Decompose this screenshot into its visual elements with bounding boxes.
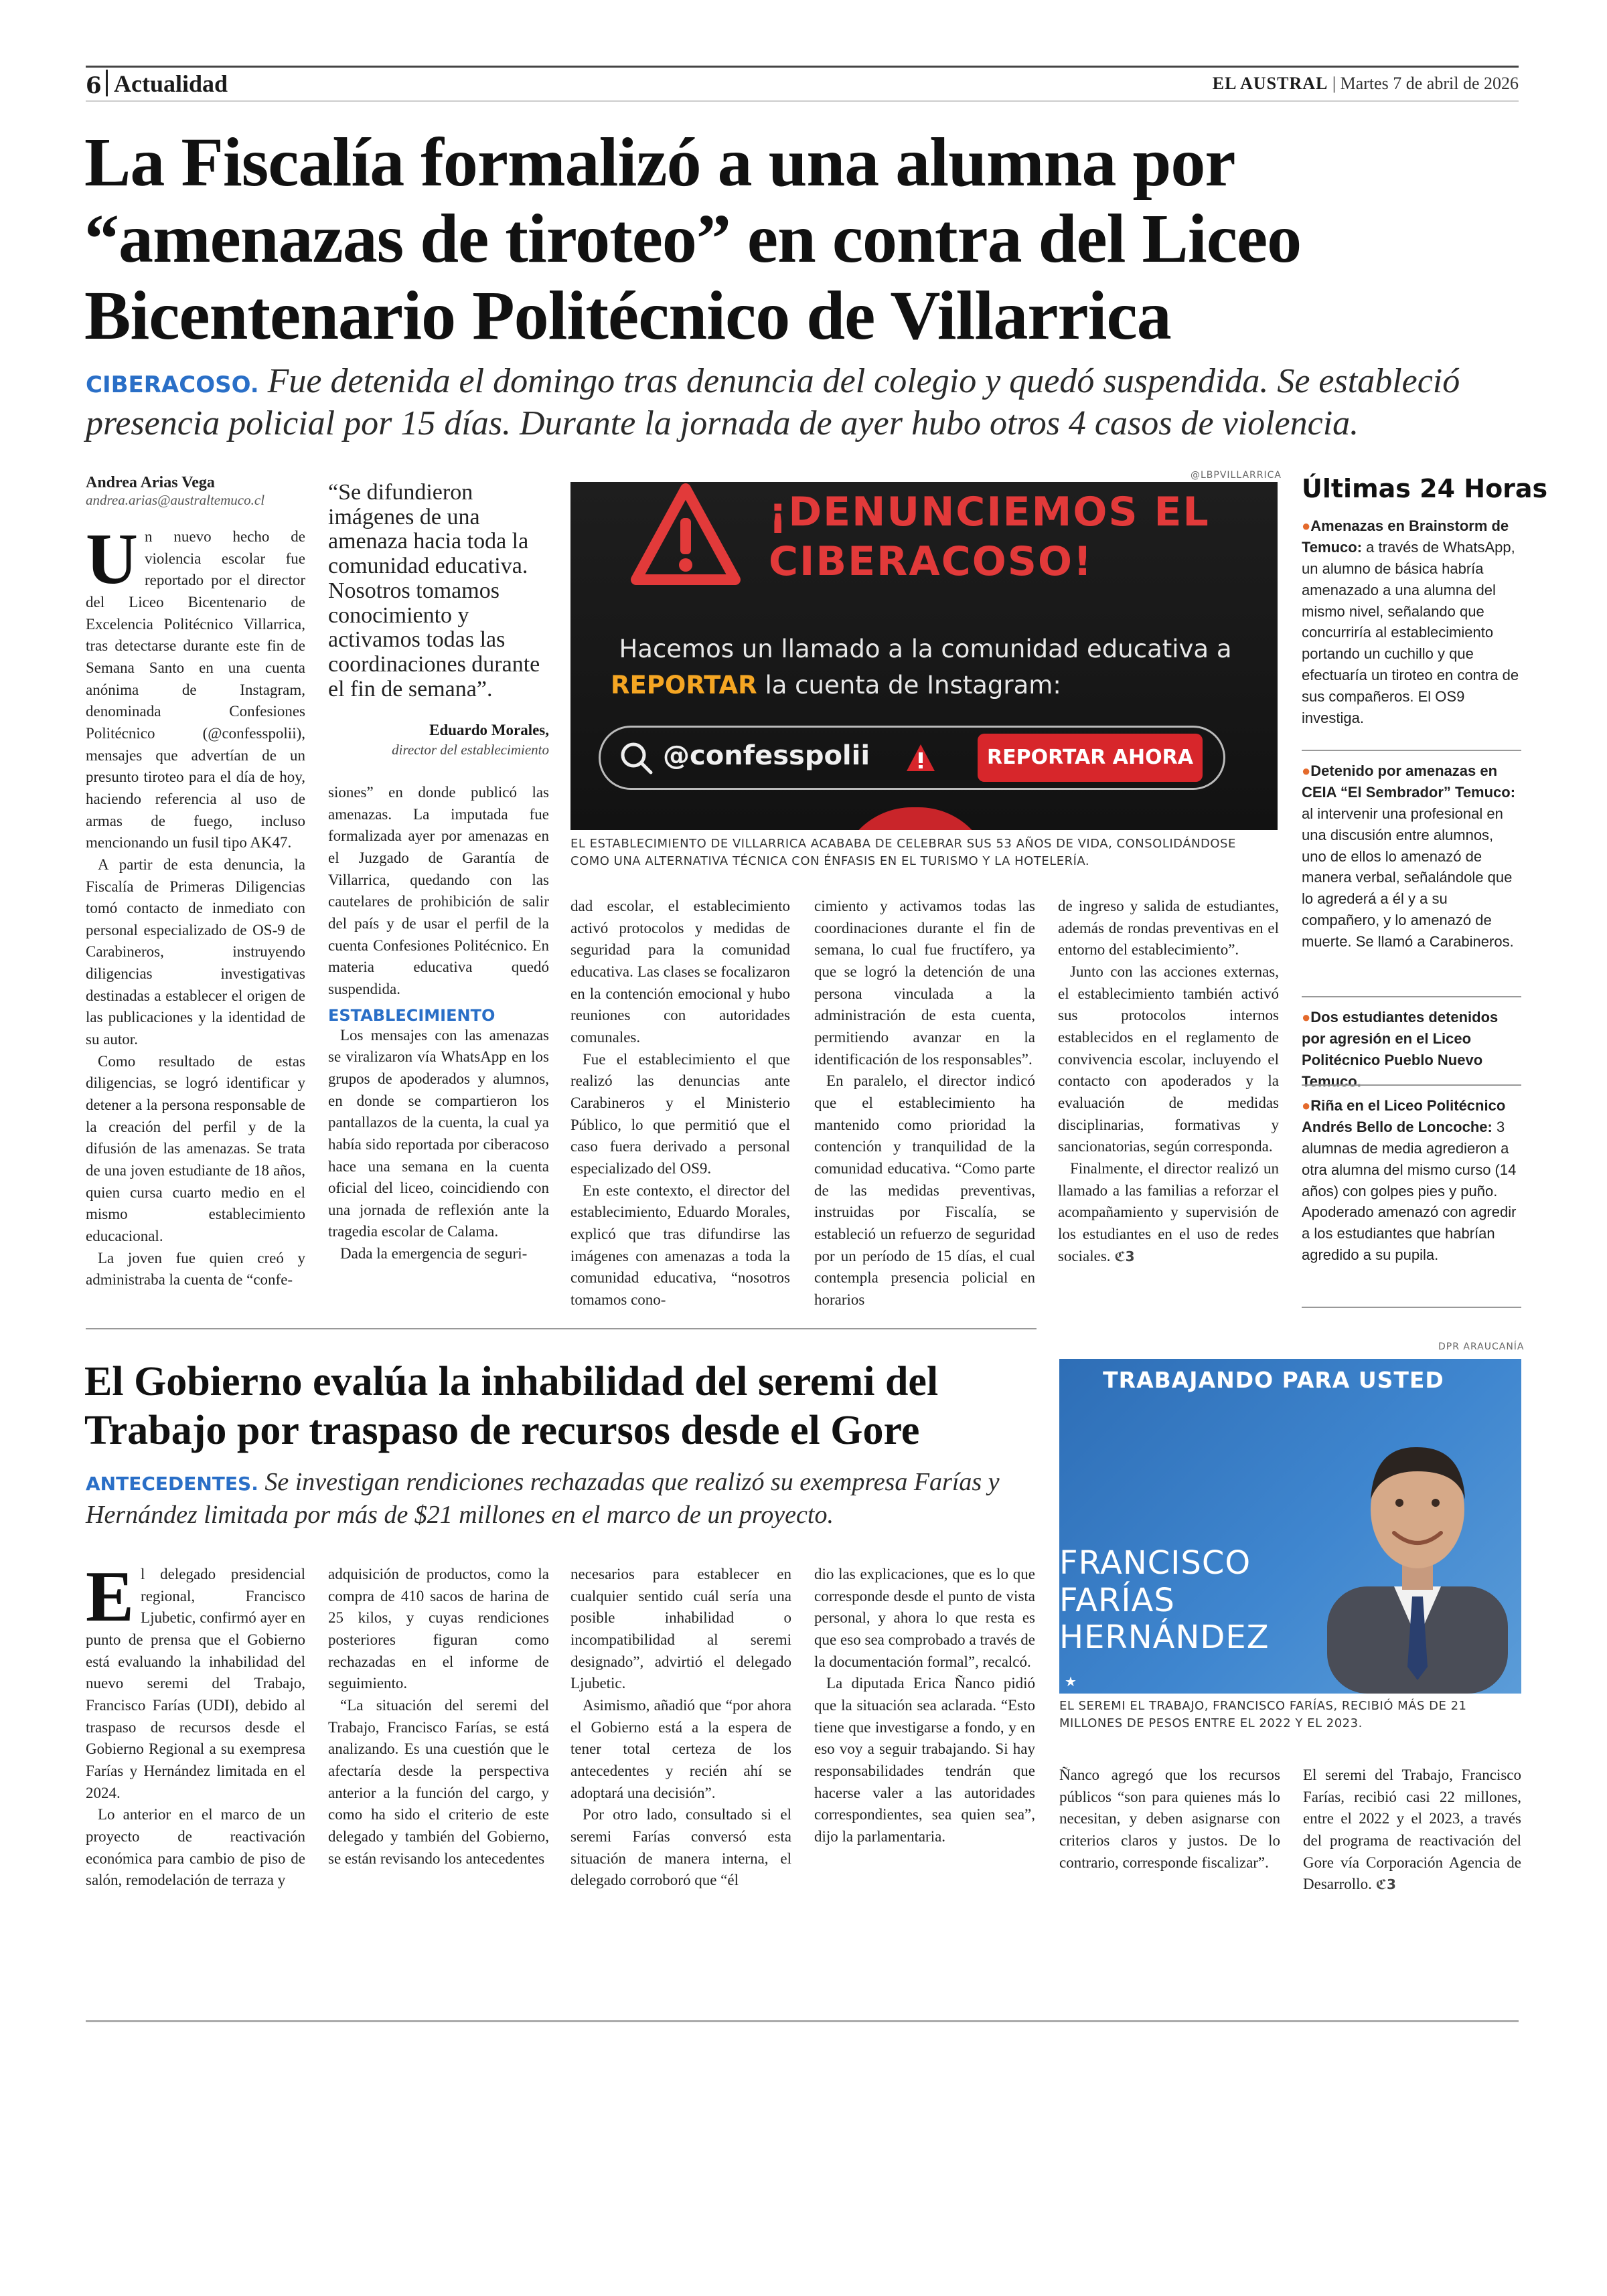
bullet-icon: ● [1302,762,1311,779]
page-number: 6 [86,72,102,99]
search-icon [619,740,654,775]
sidebar-title: Últimas 24 Horas [1302,474,1548,503]
star-icon: ★ [1065,1673,1077,1690]
banner-line-4-rest: la cuenta de Instagram: [765,671,1061,700]
story1-column-5 [1058,896,1279,1267]
paragraph-text: n nuevo hecho de violencia escolar fue reportado por el director del Liceo Bicentenario de Excelencia Politécnico Villarrica, tras detectarse durante este fin de Semana Santo en una cuenta anónima de Instagram, denominada Confesiones Politécnico (@confesspolii), mensajes que advertían de un presunto tiroteo para el día de hoy, haciendo referencia al uso de armas de fuego, incluso mencionando un fusil tipo AK47. [86,528,305,851]
pull-quote: “Se difundieron imágenes de una amenaza hacia toda la comunidad educativa. Nosotros tomamos conocimiento y activamos todas las coordinaciones durante el fin de semana”. [328,480,540,702]
story2-column-2 [328,1564,549,1870]
header-masthead [1213,74,1519,94]
story2-deck-text: Se investigan rendiciones rechazadas que realizó su exempresa Farías y Hernández limitada por más de $21 millones en el marco de un proyecto. [86,1468,1000,1530]
paragraph-text: Finalmente, el director realizó un llamado a las familias a reforzar el acompañamiento y supervisión de los estudiantes en el uso de redes sociales. [1058,1159,1279,1264]
paragraph: A partir de esta denuncia, la Fiscalía de Primeras Diligencias tomó contacto de inmediato con personal especializado de OS-9 de Carabineros, instruyendo diligencias investigativas destinadas a establecer el origen de las publicaciones y la identidad de su autor. [86,855,305,1048]
photo-name-line: FRANCISCO [1059,1544,1251,1582]
header-bottom-rule [86,100,1519,102]
sidebar-item-lead: Riña en el Liceo Politécnico Andrés Bello de Loncoche: [1302,1097,1506,1135]
paragraph [86,1557,305,1804]
sidebar-item-lead: Amenazas en Brainstorm de Temuco: [1302,517,1509,556]
paragraph: Fue el establecimiento el que realizó las denuncias ante Carabineros y el Ministerio Público, lo que permitió que el caso fuera derivado a personal especializado del OS9. [570,1050,790,1177]
quote-author: Eduardo Morales, [429,722,549,738]
story1-column-1 [86,474,305,1291]
newspaper-name: EL AUSTRAL [1212,74,1328,93]
drop-cap: E [86,1557,135,1637]
ciberacoso-banner-image [570,482,1278,830]
story1-column-4 [814,896,1035,1311]
banner-line-2: CIBERACOSO! [769,538,1093,585]
banner-red-arc [838,807,992,830]
story2-column-3 [570,1564,791,1892]
sidebar-item-lead: Dos estudiantes detenidos por agresión en el Liceo Politécnico Pueblo Nuevo Temuco. [1302,1009,1499,1090]
photo-name-line: HERNÁNDEZ [1059,1619,1270,1657]
paragraph: dio las explicaciones, que es lo que corresponde desde el punto de vista personal, y ahora lo que resta es que eso sea comprobado a través de la documentación formal”, recalcó. [814,1566,1035,1670]
story2-column-6 [1303,1765,1521,1896]
paragraph: Ñanco agregó que los recursos públicos “son para quienes más lo necesitan, y deben asignarse con criterios claros y justos. De lo contrario, corresponde fiscalizar”. [1059,1767,1280,1871]
sidebar-item-text: a través de WhatsApp, un alumno de básica habría amenazado a una alumna del mismo nivel, señalando que concurriría al establecimiento portando un cuchillo y que efectuaría un tiroteo en contra de sus compañeros. El OS9 investiga. [1302,538,1519,727]
banner-line-4 [611,671,1253,700]
quote-role: director del establecimiento [392,742,549,758]
header-separator [106,70,108,96]
bullet-icon: ● [1302,1097,1311,1114]
end-mark: ℭ3 [1375,1876,1396,1893]
header-top-rule [86,66,1519,68]
paragraph-text: El seremi del Trabajo, Francisco Farías, recibió casi 22 millones, entre el 2022 y el 2023, a través del programa de reactivación del Gore vía Corporación Agencia de Desarrollo. [1303,1767,1521,1893]
story2-kicker: ANTECEDENTES. [86,1473,258,1495]
sidebar-divider [1302,1307,1521,1308]
section-name: Actualidad [114,70,228,97]
paragraph: Junto con las acciones externas, el establecimiento también activó sus protocolos internos establecidos en el reglamento de convivencia escolar, incluyendo el contacto con apoderados y la evaluación de medidas disciplinarias, formativas y sancionatorias, según corresponda. [1058,963,1279,1155]
instagram-handle: @confesspolii [663,740,870,771]
sidebar-item-text: al intervenir una profesional en una discusión entre alumnos, uno de ellos lo amenazó de manera verbal, señalándole que lo agrederá a él y a su compañero, y lo amenazó de muerte. Se llamó a Carabineros. [1302,805,1514,951]
sidebar-item-lead: Detenido por amenazas en CEIA “El Sembrador” Temuco: [1302,762,1516,801]
portrait-figure [1314,1386,1521,1694]
paragraph: En paralelo, el director indicó que el establecimiento ha mantenido como prioridad la contención y tranquilidad de la comunidad educativa. “Como parte de las medidas preventivas, instruidas por Fiscalía, se estableció un refuerzo de seguridad por un período de 15 días, el cual contempla presencia policial en horarios [814,1072,1035,1308]
sidebar-divider [1302,1084,1521,1086]
end-mark: ℭ3 [1114,1248,1135,1264]
story2-headline: El Gobierno evalúa la inhabilidad del seremi del Trabajo por traspaso de recursos desde el Gore [84,1359,939,1454]
paragraph: Asimismo, añadió que “por ahora el Gobierno está a la espera de tener total certeza de los antecedentes y recién ahí se adoptará una decisión”. [570,1696,791,1801]
paragraph-text: l delegado presidencial regional, Francisco Ljubetic, confirmó ayer en punto de prensa que el Gobierno está evaluando la inhabilidad del nuevo seremi del Trabajo, Francisco Farías (UDI), debido al traspaso de recursos desde el Gobierno Regional a su exempresa Farías y Hernández limitada en el 2024. [86,1566,305,1801]
sidebar-item-text: 3 alumnas de media agredieron a otra alumna del mismo curso (14 años) con golpes pies y puño. Apoderado amenazó con agredir a los estudiantes que habrían agredido a su pupila. [1302,1118,1517,1264]
paragraph: En este contexto, el director del establecimiento, Eduardo Morales, explicó que tras difundirse las imágenes con amenazas a toda la comunidad educativa, “nosotros tomamos cono- [570,1181,790,1308]
photo-banner-title: TRABAJANDO PARA USTED [1103,1367,1444,1393]
report-now-button: REPORTAR AHORA [978,734,1203,782]
paragraph: de ingreso y salida de estudiantes, además de rondas preventivas en el entorno del establecimiento”. [1058,898,1279,959]
subheading: ESTABLECIMIENTO [328,1005,495,1025]
paragraph: Por otro lado, consultado si el seremi Farías conversó esta situación de manera interna, el delegado corroboró que “él [570,1806,791,1889]
author-email[interactable]: andrea.arias@australtemuco.cl [86,492,265,508]
paragraph: Los mensajes con las amenazas se viralizaron vía WhatsApp en los grupos de apoderados y alumnos, en donde se compartieron los pantallazos de la cuenta, la cual ya había sido reportada por ciberacoso hace una semana en la cuenta oficial del liceo, coincidiendo con una jornada de reflexión ante la tragedia escolar de Calama. [328,1026,549,1240]
warning-triangle-icon [629,482,742,589]
story-divider [86,1328,1037,1329]
sidebar-item [1302,1095,1521,1266]
paragraph: “La situación del seremi del Trabajo, Francisco Farías, se está analizando. Es una cuestión que le afectaría desde la perspectiva anterior a la función del cargo, y como ha sido el criterio de este delegado y también del Gobierno, se están revisando los antecedentes [328,1696,549,1867]
sidebar-item [1302,760,1521,953]
image-credit: @LBPVILLARRICA [1191,470,1282,481]
bullet-icon: ● [1302,1009,1311,1026]
photo-name [1059,1545,1270,1657]
drop-cap: U [86,519,138,599]
banner-caption: EL ESTABLECIMIENTO DE VILLARRICA ACABABA DE CELEBRAR SUS 53 AÑOS DE VIDA, CONSOLIDÁNDOSE COMO UNA ALTERNATIVA TÉCNICA CON ÉNFASIS EN EL TURISMO Y LA HOTELERÍA. [570,837,1236,869]
banner-line-3: Hacemos un llamado a la comunidad educativa a [619,635,1232,663]
paragraph [86,519,305,854]
main-headline: La Fiscalía formalizó a una alumna por “amenazas de tiroteo” en contra del Liceo Bicentenario Politécnico de Villarrica [84,124,1302,354]
paragraph: dad escolar, el establecimiento activó protocolos y medidas de seguridad para la comunidad educativa. Las clases se focalizaron en la contención emocional y hubo reuniones con autoridades comunales. [570,898,790,1046]
photo-credit: DPR ARAUCANÍA [1438,1341,1525,1352]
paragraph: La joven fue quien creó y administraba la cuenta de “confe- [86,1249,305,1289]
paragraph: siones” en donde publicó las amenazas. La imputada fue formalizada ayer por amenazas en el Juzgado de Garantía de Villarrica, quedando con las cautelares de prohibición de salir del país y de usar el perfil de la cuenta Confesiones Politécnico. En materia educativa quedó suspendida. [328,784,549,997]
warning-icon [905,743,936,772]
main-deck [86,360,1519,445]
photo-caption: EL SEREMI EL TRABAJO, FRANCISCO FARÍAS, RECIBIÓ MÁS DE 21 MILLONES DE PESOS ENTRE EL 2022 Y EL 2023. [1059,1699,1467,1731]
story2-column-1 [86,1557,305,1892]
issue-date: | Martes 7 de abril de 2026 [1332,74,1519,93]
paragraph: La diputada Erica Ñanco pidió que la situación sea aclarada. “Esto tiene que investigarse a fondo, y en eso voy a seguir trabajando. Si hay responsabilidades tendrán que hacerse valer a las autoridades correspondientes, sea quien sea”, dijo la parlamentaria. [814,1675,1035,1845]
paragraph: cimiento y activamos todas las coordinaciones durante el fin de semana, lo cual fue fructífero, ya que se logró la detención de una persona vinculada a la administración de esta cuenta, permitiendo avanzar en la identificación de los responsables”. [814,898,1035,1068]
paragraph: Como resultado de estas diligencias, se logró identificar y detener a la persona responsable de la creación del perfil y de la difusión de las amenazas. Se trata de una joven estudiante de 18 años, quien cursa cuarto medio en el mismo establecimiento educacional. [86,1052,305,1244]
paragraph [1303,1765,1521,1896]
sidebar-divider [1302,750,1521,751]
story2-column-4 [814,1564,1035,1848]
sidebar-item [1302,515,1521,729]
paragraph [1058,1158,1279,1267]
story2-deck [86,1466,1037,1532]
paragraph: Lo anterior en el marco de un proyecto de reactivación económica para cambio de piso de salón, remodelación de terraza y [86,1806,305,1889]
bullet-icon: ● [1302,517,1311,534]
paragraph: adquisición de productos, como la compra de 410 sacos de harina de 25 kilos, y cuyas rendiciones posteriores figuran como rechazadas en el informe de seguimiento. [328,1566,549,1692]
paragraph: necesarios para establecer en cualquier sentido cuál sería una posible inhabilidad o incompatibilidad al seremi designado”, advirtió el delegado Ljubetic. [570,1566,791,1692]
paragraph: Dada la emergencia de seguri- [340,1245,528,1262]
page-bottom-rule [86,2020,1519,2022]
banner-report-word: REPORTAR [611,671,757,700]
banner-line-1: ¡DENUNCIEMOS EL [769,489,1210,536]
sidebar-item [1302,1007,1521,1092]
main-kicker: CIBERACOSO. [86,372,259,398]
author-name: Andrea Arias Vega [86,474,215,491]
seremi-photo [1059,1359,1521,1694]
story2-column-5 [1059,1765,1280,1874]
story1-column-3 [570,896,790,1311]
photo-name-line: FARÍAS [1059,1581,1175,1619]
sidebar-divider [1302,996,1521,997]
story1-column-2 [328,782,549,1265]
main-deck-text: Fue detenida el domingo tras denuncia del colegio y quedó suspendida. Se estableció presencia policial por 15 días. Durante la jornada de ayer hubo otros 4 casos de violencia. [86,362,1460,443]
